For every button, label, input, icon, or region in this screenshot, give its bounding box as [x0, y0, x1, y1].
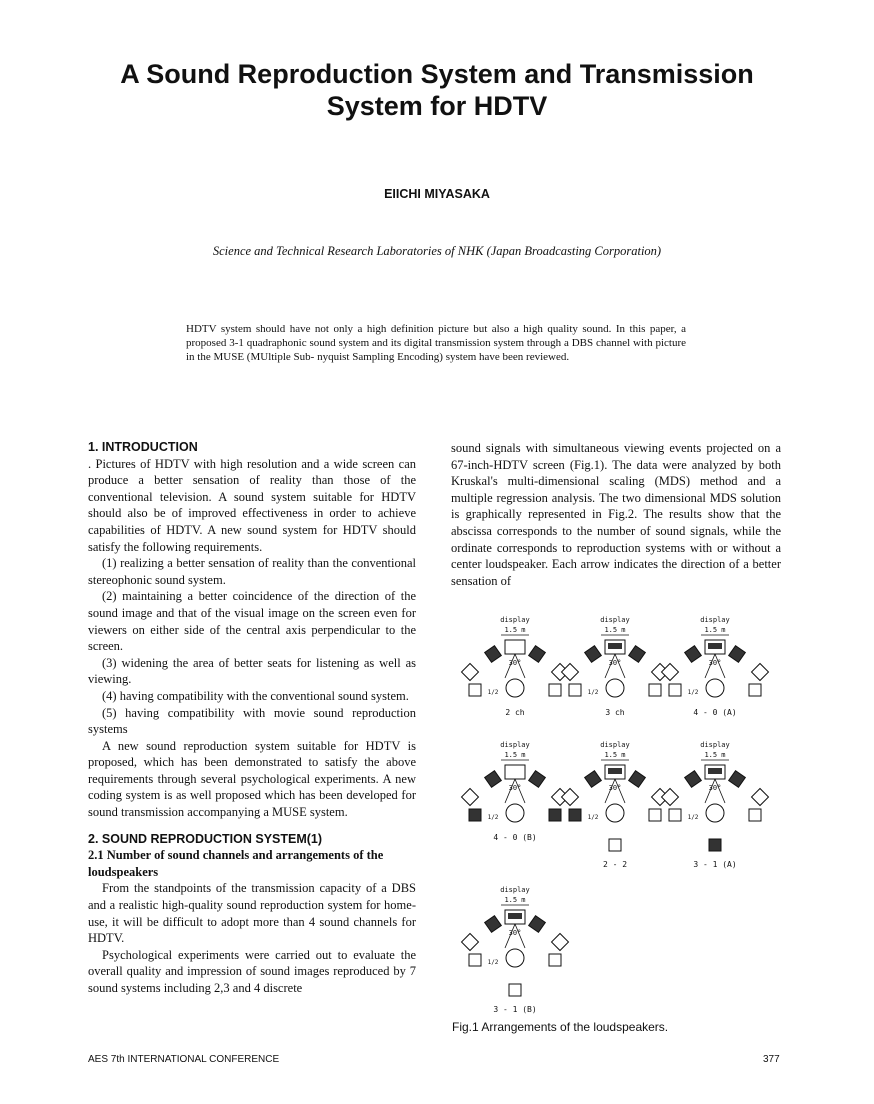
listener-icon — [506, 804, 524, 822]
rear-left-speaker-icon — [569, 684, 581, 696]
rear-right-speaker-icon — [649, 809, 661, 821]
ratio-label: 1/2 — [687, 814, 699, 821]
diagram-3-1-b- — [462, 886, 569, 1014]
diagram-3-ch — [562, 616, 669, 717]
right-column — [451, 440, 781, 589]
front-right-speaker-icon — [729, 771, 746, 788]
front-left-speaker-icon — [485, 916, 502, 933]
rear-right-speaker-icon — [749, 809, 761, 821]
distance-label: 1.5 m — [504, 896, 526, 904]
side-left-speaker-icon — [462, 664, 479, 681]
front-left-speaker-icon — [485, 771, 502, 788]
front-left-speaker-icon — [585, 646, 602, 663]
ratio-label: 1/2 — [687, 689, 699, 696]
display-label: display — [700, 616, 730, 624]
rear-right-speaker-icon — [549, 809, 561, 821]
rear-left-speaker-icon — [469, 954, 481, 966]
system-label: 2 - 2 — [602, 860, 628, 869]
rear-right-speaker-icon — [649, 684, 661, 696]
requirement-3: (3) widening the area of better seats for listening as well as viewing. — [88, 655, 416, 687]
listener-icon — [706, 804, 724, 822]
paragraph: From the standpoints of the transmission capacity of a DBS and a realistic high-quality sound reproduction system for home-use, it will be difficult to adopt more than 4 sound channels for HDTV. — [88, 881, 416, 946]
paragraph: A new sound reproduction system suitable for HDTV is proposed, which has been demonstrated to satisfy the above requirements through several psychological experiments. A new coding system is as well proposed which has been developed for sound transmission accompanying a MUSE system. — [88, 738, 416, 820]
system-label: 4 - 0 (A) — [693, 708, 737, 717]
paper-title — [0, 58, 874, 122]
display-label: display — [500, 616, 530, 624]
display-label: display — [600, 616, 630, 624]
section-heading-reproduction: 2. SOUND REPRODUCTION SYSTEM(1) — [88, 831, 323, 846]
distance-label: 1.5 m — [604, 626, 626, 634]
rear-right-speaker-icon — [549, 954, 561, 966]
distance-label: 1.5 m — [504, 626, 526, 634]
front-right-speaker-icon — [529, 646, 546, 663]
paragraph: . Pictures of HDTV with high resolution and a wide screen can produce a better sensation of reality than those of the conventional television. A sound system suitable for HDTV should also be of improved effectiveness in order to achieve capabilities of HDTV. A new sound system for HDTV should satisfy the following requirements. — [88, 456, 416, 554]
center-speaker-icon — [508, 913, 522, 919]
side-right-speaker-icon — [552, 934, 569, 951]
side-left-speaker-icon — [462, 789, 479, 806]
left-column — [88, 439, 416, 997]
system-label: 2 ch — [505, 708, 525, 717]
abstract: HDTV system should have not only a high definition picture but also a high quality sound. In this paper, a proposed 3-1 quadraphonic sound system and its digital transmission system through a DBS channel with picture in the MUSE (MUltiple Sub- nyquist Sampling Encoding) system have been reviewed. — [186, 323, 686, 363]
display-label: display — [600, 741, 630, 749]
author: EIICHI MIYASAKA — [384, 187, 490, 201]
requirement-4: (4) having compatibility with the conventional sound system. — [102, 688, 409, 703]
angle-label: 30° — [508, 929, 522, 937]
title-line-1: A Sound Reproduction System and Transmission — [120, 59, 754, 89]
rear-center-speaker-icon — [609, 839, 621, 851]
angle-label: 30° — [608, 659, 622, 667]
system-label: 3 - 1 (B) — [493, 1005, 537, 1014]
angle-label: 30° — [508, 659, 522, 667]
display-label: display — [500, 741, 530, 749]
diagram-4-0-b- — [462, 741, 569, 842]
rear-right-speaker-icon — [549, 684, 561, 696]
diagram-2-2 — [562, 741, 669, 869]
angle-label: 30° — [708, 659, 722, 667]
listener-icon — [606, 804, 624, 822]
display-label: display — [500, 886, 530, 894]
angle-label: 30° — [708, 784, 722, 792]
side-left-speaker-icon — [462, 934, 479, 951]
center-speaker-icon — [608, 768, 622, 774]
front-right-speaker-icon — [629, 646, 646, 663]
rear-right-speaker-icon — [749, 684, 761, 696]
rear-left-speaker-icon — [569, 809, 581, 821]
ratio-label: 1/2 — [487, 689, 499, 696]
front-right-speaker-icon — [529, 916, 546, 933]
center-speaker-icon — [608, 643, 622, 649]
display-label: display — [700, 741, 730, 749]
front-left-speaker-icon — [685, 646, 702, 663]
distance-label: 1.5 m — [504, 751, 526, 759]
requirement-1: (1) realizing a better sensation of reality than the conventional stereophonic sound system. — [88, 556, 416, 587]
listener-icon — [506, 949, 524, 967]
front-left-speaker-icon — [485, 646, 502, 663]
loudspeaker-arrangement-figure — [460, 610, 790, 1020]
distance-label: 1.5 m — [704, 751, 726, 759]
ratio-label: 1/2 — [487, 959, 499, 966]
section-heading-introduction: 1. INTRODUCTION — [88, 440, 198, 454]
diagram-3-1-a- — [662, 741, 769, 869]
rear-left-speaker-icon — [469, 809, 481, 821]
display-screen — [505, 765, 525, 779]
side-left-speaker-icon — [662, 789, 679, 806]
front-left-speaker-icon — [685, 771, 702, 788]
center-speaker-icon — [708, 643, 722, 649]
listener-icon — [606, 679, 624, 697]
title-line-2: System for HDTV — [326, 91, 548, 121]
rear-center-speaker-icon — [709, 839, 721, 851]
footer-conference: AES 7th INTERNATIONAL CONFERENCE — [88, 1054, 280, 1065]
ratio-label: 1/2 — [587, 689, 599, 696]
affiliation: Science and Technical Research Laboratories of NHK (Japan Broadcasting Corporation) — [212, 244, 662, 258]
subsection-heading: 2.1 Number of sound channels and arrangements of the loudspeakers — [88, 848, 384, 879]
system-label: 4 - 0 (B) — [493, 833, 537, 842]
figure-caption: Fig.1 Arrangements of the loudspeakers. — [452, 1020, 669, 1034]
side-left-speaker-icon — [562, 789, 579, 806]
ratio-label: 1/2 — [587, 814, 599, 821]
distance-label: 1.5 m — [704, 626, 726, 634]
front-right-speaker-icon — [629, 771, 646, 788]
angle-label: 30° — [508, 784, 522, 792]
system-label: 3 - 1 (A) — [693, 860, 737, 869]
side-right-speaker-icon — [752, 664, 769, 681]
rear-left-speaker-icon — [669, 809, 681, 821]
center-speaker-icon — [708, 768, 722, 774]
requirement-5: (5) having compatibility with movie sound reproduction systems — [88, 705, 416, 737]
paragraph: sound signals with simultaneous viewing events projected on a 67-inch-HDTV screen (Fig.1). The data were analyzed by both Kruskal's multi-dimensional scaling (MDS) method and a multiple regression analysis. The two dimensional MDS solution is graphically represented in Fig.2. The results show that the abscissa corresponds to the number of sound signals, while the ordinate corresponds to reproduction systems with or without a center loudspeaker. Each arrow indicates the direction of a better sensation of — [451, 441, 781, 588]
front-right-speaker-icon — [529, 771, 546, 788]
rear-center-speaker-icon — [509, 984, 521, 996]
angle-label: 30° — [608, 784, 622, 792]
distance-label: 1.5 m — [604, 751, 626, 759]
requirement-2: (2) maintaining a better coincidence of the direction of the sound image and that of the visual image on the screen even for viewers on either side of the central axis perpendicular to the screen. — [88, 589, 416, 654]
listener-icon — [706, 679, 724, 697]
side-right-speaker-icon — [752, 789, 769, 806]
side-left-speaker-icon — [562, 664, 579, 681]
system-label: 3 ch — [605, 708, 625, 717]
rear-left-speaker-icon — [469, 684, 481, 696]
front-right-speaker-icon — [729, 646, 746, 663]
listener-icon — [506, 679, 524, 697]
diagram-4-0-a- — [662, 616, 769, 717]
front-left-speaker-icon — [585, 771, 602, 788]
paragraph: Psychological experiments were carried out to evaluate the overall quality and impression of sound images reproduced by 7 sound systems including 2,3 and 4 discrete — [88, 947, 416, 995]
side-left-speaker-icon — [662, 664, 679, 681]
rear-left-speaker-icon — [669, 684, 681, 696]
ratio-label: 1/2 — [487, 814, 499, 821]
page-number: 377 — [763, 1054, 780, 1065]
diagram-2-ch — [462, 616, 569, 717]
display-screen — [505, 640, 525, 654]
